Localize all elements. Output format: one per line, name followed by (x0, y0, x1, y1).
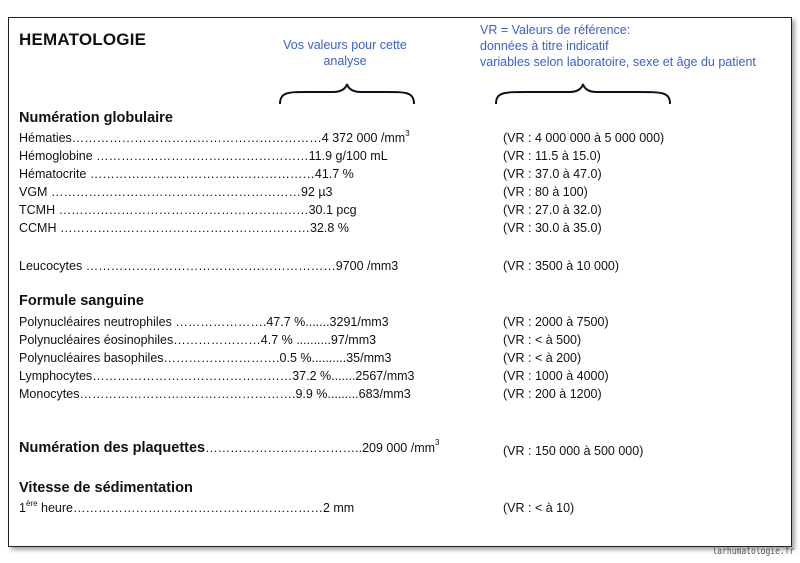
row-dots: ………………………………………… (92, 369, 293, 383)
result-row-neutrophiles (19, 315, 389, 329)
values-brace-icon (278, 82, 416, 106)
row-value: 30.1 pcg (308, 203, 357, 217)
row-label: CCMH (19, 221, 57, 235)
result-row-eosinophiles (19, 333, 376, 347)
row-dots: ……………………………….. (205, 441, 363, 455)
reference-lymphocytes: (VR : 1000 à 4000) (503, 369, 609, 383)
reference-eosinophiles: (VR : < à 500) (503, 333, 582, 347)
row-label: Hémoglobine (19, 149, 93, 163)
row-dots: ……………………………………………… (86, 167, 315, 181)
row-value: 209 000 /mm (362, 441, 436, 455)
reference-ccmh: (VR : 30.0 à 35.0) (503, 221, 602, 235)
row-dots: ………………………. (163, 351, 280, 365)
row-dots: ……………………………………………. (79, 387, 296, 401)
result-row-hemoglobine (19, 149, 388, 163)
result-row-basophiles (19, 351, 391, 365)
reference-values-note (480, 22, 756, 70)
row-label: Polynucléaires neutrophiles (19, 315, 172, 329)
row-value: 47.7 %.......3291/mm3 (266, 315, 389, 329)
row-dots: …………………………………………… (92, 149, 309, 163)
section-numeration-globulaire: Numération globulaire (19, 110, 173, 126)
your-values-note: Vos valeurs pour cette analyse (283, 38, 407, 68)
row-label-superscript: ère (25, 499, 38, 508)
result-row-hematocrite (19, 167, 354, 181)
row-label-number: 1 (19, 501, 26, 515)
row-dots: ………………… (173, 333, 261, 347)
row-value: 0.5 %..........35/mm3 (279, 351, 392, 365)
reference-note-line: variables selon laboratoire, sexe et âge du patient (480, 55, 756, 69)
result-row-plaquettes (19, 440, 440, 456)
reference-monocytes: (VR : 200 à 1200) (503, 387, 602, 401)
row-value: 2 mm (322, 501, 355, 515)
result-row-lymphocytes (19, 369, 414, 383)
row-value-exponent: 3 (435, 438, 440, 447)
row-label: TCMH (19, 203, 56, 217)
row-value: 4.7 % ..........97/mm3 (260, 333, 377, 347)
row-value: 32.8 % (309, 221, 349, 235)
row-label: Polynucléaires éosinophiles (19, 333, 174, 347)
reference-vgm: (VR : 80 à 100) (503, 185, 588, 199)
row-label: VGM (19, 185, 48, 199)
row-label: heure (37, 501, 73, 515)
row-value: 11.9 g/100 mL (308, 149, 388, 163)
result-row-leucocytes (19, 259, 398, 273)
reference-hemoglobine: (VR : 11.5 à 15.0) (503, 149, 601, 163)
row-dots: …………………………………………………… (72, 501, 323, 515)
reference-note-line: VR = Valeurs de référence: (480, 23, 631, 37)
result-row-tcmh (19, 203, 357, 217)
row-dots: …………………………………………………… (82, 259, 336, 273)
reference-neutrophiles: (VR : 2000 à 7500) (503, 315, 609, 329)
result-row-monocytes (19, 387, 411, 401)
result-row-hematies (19, 131, 410, 145)
reference-tcmh: (VR : 27.0 à 32.0) (503, 203, 602, 217)
result-row-premiere-heure (19, 501, 354, 515)
row-dots: …………………………………………………… (56, 221, 310, 235)
row-value: 4 372 000 /mm (321, 131, 406, 145)
row-value: 92 µ3 (300, 185, 333, 199)
result-row-ccmh (19, 221, 349, 235)
row-dots: …………………………………………………… (47, 185, 301, 199)
row-value-exponent: 3 (405, 129, 410, 138)
row-label: Monocytes (19, 387, 80, 401)
row-label: Leucocytes (19, 259, 83, 273)
row-label: Hématies (19, 131, 72, 145)
page-title: HEMATOLOGIE (19, 30, 147, 49)
reference-leucocytes: (VR : 3500 à 10 000) (503, 259, 620, 273)
section-numeration-plaquettes: Numération des plaquettes (19, 440, 206, 456)
row-label: Polynucléaires basophiles (19, 351, 164, 365)
reference-hematies: (VR : 4 000 000 à 5 000 000) (503, 131, 665, 145)
reference-plaquettes: (VR : 150 000 à 500 000) (503, 444, 644, 458)
row-value: 37.2 %.......2567/mm3 (292, 369, 415, 383)
row-dots: …………………………………………………… (55, 203, 309, 217)
row-label: Lymphocytes (19, 369, 93, 383)
section-vitesse-sedimentation: Vitesse de sédimentation (19, 480, 193, 496)
reference-premiere-heure: (VR : < à 10) (503, 501, 575, 515)
row-dots: …………………. (171, 315, 267, 329)
result-row-vgm (19, 185, 333, 199)
site-watermark: larhumatologie.fr (712, 546, 794, 557)
reference-basophiles: (VR : < à 200) (503, 351, 582, 365)
section-formule-sanguine: Formule sanguine (19, 293, 144, 309)
row-value: 9700 /mm3 (335, 259, 399, 273)
reference-note-line: données à titre indicatif (480, 39, 609, 53)
row-value: 41.7 % (314, 167, 354, 181)
row-label: Hématocrite (19, 167, 87, 181)
reference-hematocrite: (VR : 37.0 à 47.0) (503, 167, 602, 181)
reference-brace-icon (494, 82, 672, 106)
row-dots: …………………………………………………… (71, 131, 322, 145)
row-value: 9.9 %.........683/mm3 (295, 387, 411, 401)
